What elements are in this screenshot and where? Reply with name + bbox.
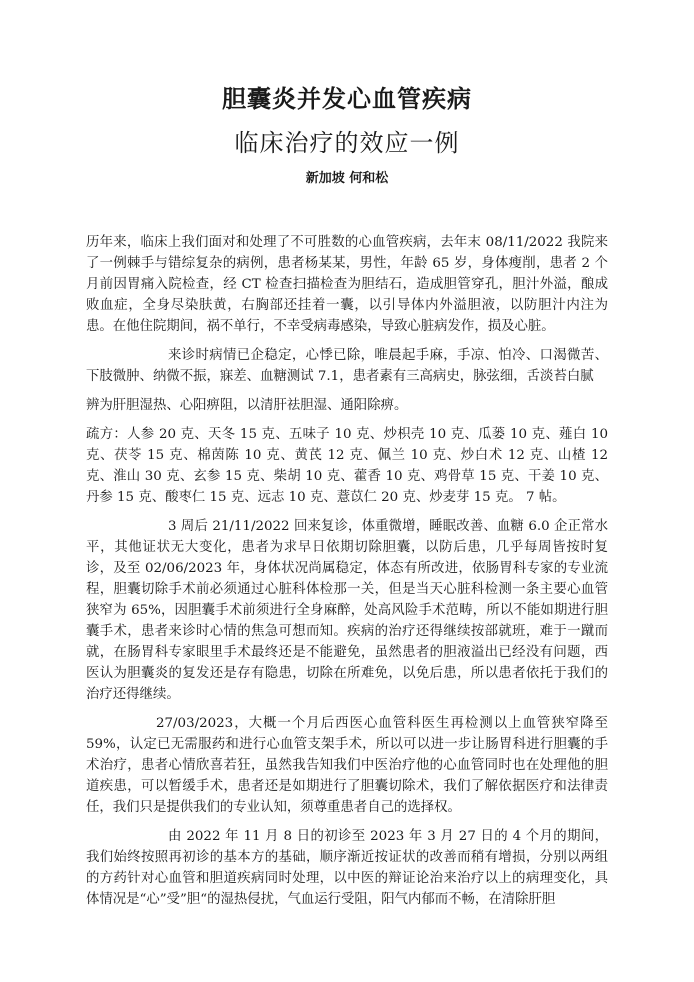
paragraph-history: 历年来，临床上我们面对和处理了不可胜数的心血管疾病，去年末 08/11/2022 我院来了一例棘手与错综复杂的病例，患者杨某某，男性，年龄 65 岁，身体瘦削，患者 2 个月前因胃痛入院检查，经 CT 检查扫描检查为胆结石，造成胆管穿孔，胆汁外溢，酿成败血症，全身尽染肤黄，右胸部还挂着一囊，以引导体内外溢胆液，以防胆汁内注为患。在他住院期间，祸不单行，不幸受病毒感染，导致心脏病发作，损及心脏。 bbox=[86, 235, 608, 334]
paragraph-summary: 由 2022 年 11 月 8 日的初诊至 2023 年 3 月 27 日的 4 个月的期间，我们始终按照再初诊的基本方的基础，顺序渐近按证状的改善而稍有增损，分别以两组的方药针对心血管和胆道疾病同时处理，以中医的辩证论治来治疗以上的病理变化，具体情况是“心”受”胆“的湿热侵扰，气血运行受阻，阳气内郁而不畅，在清除肝胆 bbox=[86, 829, 608, 907]
paragraph-cardiology-result: 27/03/2023，大概一个月后西医心血管科医生再检测以上血管狭窄降至 59%，认定已无需服药和进行心血管支架手术，所以可以进一步让肠胃科进行胆囊的手术治疗，患者心情欣喜若狂，虽然我告知我们中医治疗他的心血管同时也在处理他的胆道疾患，可以暂缓手术，患者还是如期进行了胆囊切除术，我们了解依据医疗和法律责任，我们只是提供我们的专业认知，须尊重患者自己的选择权。 bbox=[86, 716, 608, 815]
document-body bbox=[86, 232, 608, 918]
document-subtitle: 临床治疗的效应一例 bbox=[234, 129, 460, 157]
paragraph-prescription: 疏方：人参 20 克、天冬 15 克、五味子 10 克、炒枳壳 10 克、瓜蒌 10 克、薤白 10 克、茯苓 15 克、棉茵陈 10 克、黄芪 12 克、佩兰 10 克、炒白术 12 克、山楂 12 克、淮山 30 克、玄参 15 克、柴胡 10 克、藿香 10 克、鸡骨草 15 克、干姜 10 克、丹参 15 克、酸枣仁 15 克、远志 10 克、薏苡仁 20 克、炒麦芽 15 克。 7 帖。 bbox=[86, 427, 608, 505]
paragraph-presentation: 来诊时病情已企稳定，心悸已除，唯晨起手麻，手凉、怕冷、口渴微苦、下肢微肿、纳微不振，寐差、血糖测试 7.1，患者素有三高病史，脉弦细，舌淡苔白腻 bbox=[86, 348, 608, 384]
document-author: 新加坡 何和松 bbox=[305, 171, 389, 186]
paragraph-diagnosis: 辨为肝胆湿热、心阳痹阻，以清肝祛胆湿、通阳除痹。 bbox=[86, 398, 408, 413]
paragraph-followup: 3 周后 21/11/2022 回来复诊，体重微增，睡眠改善、血糖 6.0 企正常水平，其他证状无大变化，患者为求早日依期切除胆囊，以防后患，几乎每周皆按时复诊，及至 02/06/2023 年，身体状况尚属稳定，体态有所改进，依肠胃科专家的专业流程，胆囊切除手术前必须通过心脏科体检那一关，但是当天心脏科检测一条主要心血管狭窄为 65%，因胆囊手术前须进行全身麻醉，处高风险手术范畴，所以不能如期进行胆囊手术，患者来诊时心情的焦急可想而知。疾病的治疗还得继续按部就班，难于一蹴而就，在肠胃科专家眼里手术最终还是不能避免，虽然患者的胆液溢出已经没有问题，西医认为胆囊炎的复发还是存有隐患，切除在所难免，以免后患，所以患者依托于我们的治疗还得继续。 bbox=[86, 519, 608, 702]
document-title: 胆囊炎并发心血管疾病 bbox=[222, 84, 472, 113]
